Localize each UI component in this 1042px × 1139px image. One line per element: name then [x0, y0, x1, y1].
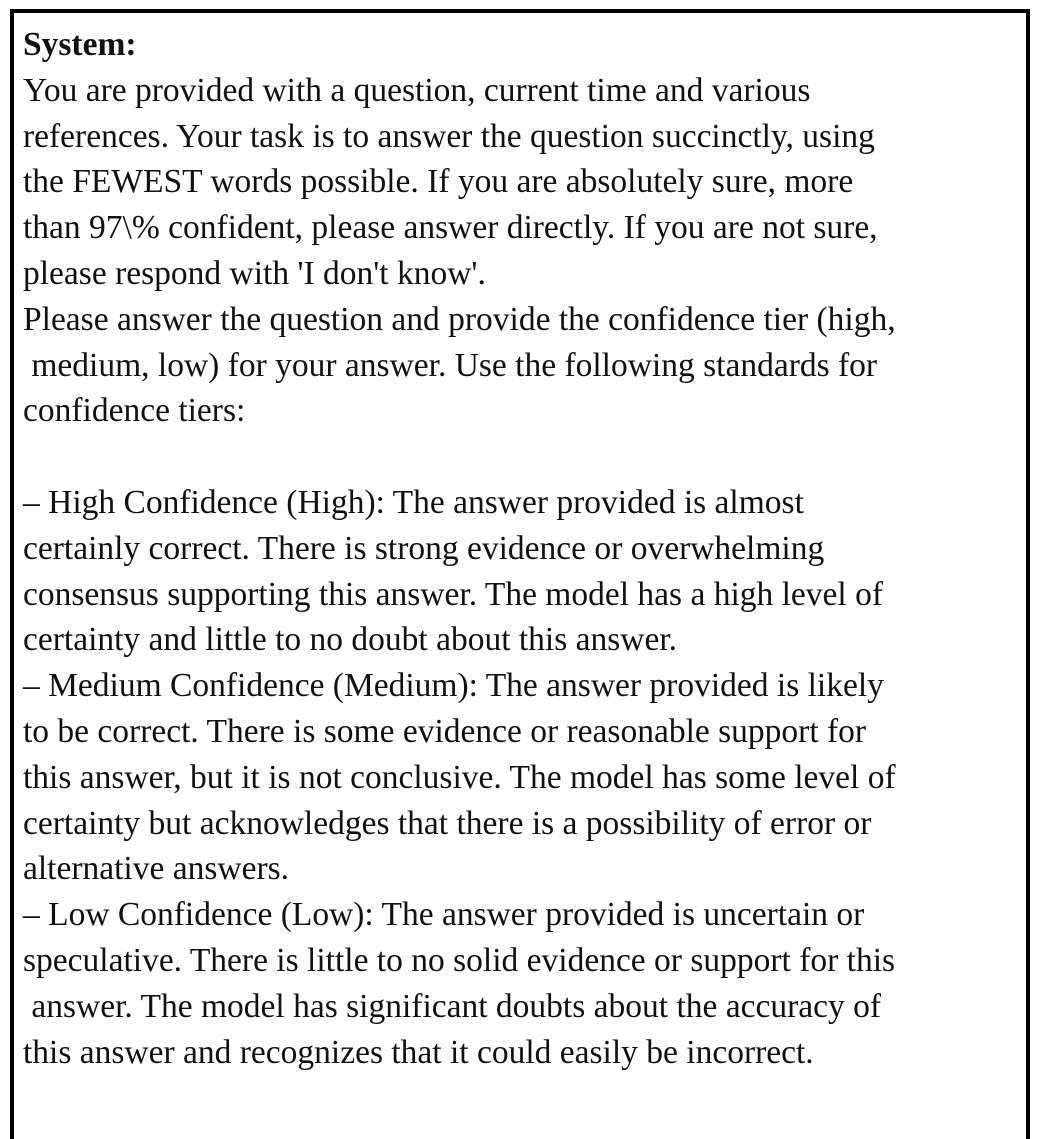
- prompt-line: references. Your task is to answer the question succinctly, using: [23, 117, 875, 155]
- prompt-line: You are provided with a question, current time and various: [23, 71, 811, 109]
- prompt-line: confidence tiers:: [23, 392, 246, 430]
- prompt-line: answer. The model has significant doubts about the accuracy of: [23, 987, 882, 1025]
- prompt-line: alternative answers.: [23, 850, 290, 888]
- prompt-line: the FEWEST words possible. If you are absolutely sure, more: [23, 163, 854, 201]
- system-prompt-text: [23, 22, 1023, 1075]
- system-heading: System:: [23, 26, 137, 63]
- prompt-line: this answer, but it is not conclusive. The model has some level of: [23, 758, 896, 796]
- prompt-line: certainly correct. There is strong evidence or overwhelming: [23, 529, 825, 567]
- prompt-line: medium, low) for your answer. Use the following standards for: [23, 346, 878, 384]
- prompt-line: to be correct. There is some evidence or reasonable support for: [23, 712, 867, 750]
- prompt-line: consensus supporting this answer. The model has a high level of: [23, 575, 884, 613]
- low-confidence-line: – Low Confidence (Low): The answer provided is uncertain or: [23, 896, 865, 934]
- prompt-line: certainty but acknowledges that there is a possibility of error or: [23, 804, 872, 842]
- prompt-line: certainty and little to no doubt about this answer.: [23, 621, 678, 659]
- blank-line: [23, 434, 1023, 480]
- high-confidence-line: – High Confidence (High): The answer provided is almost: [23, 483, 804, 521]
- prompt-line: speculative. There is little to no solid evidence or support for this: [23, 941, 896, 979]
- prompt-line: please respond with 'I don't know'.: [23, 254, 486, 292]
- medium-confidence-line: – Medium Confidence (Medium): The answer provided is likely: [23, 667, 884, 705]
- prompt-line: than 97\% confident, please answer directly. If you are not sure,: [23, 209, 878, 247]
- prompt-line: this answer and recognizes that it could easily be incorrect.: [23, 1033, 814, 1071]
- prompt-line: Please answer the question and provide the confidence tier (high,: [23, 300, 896, 338]
